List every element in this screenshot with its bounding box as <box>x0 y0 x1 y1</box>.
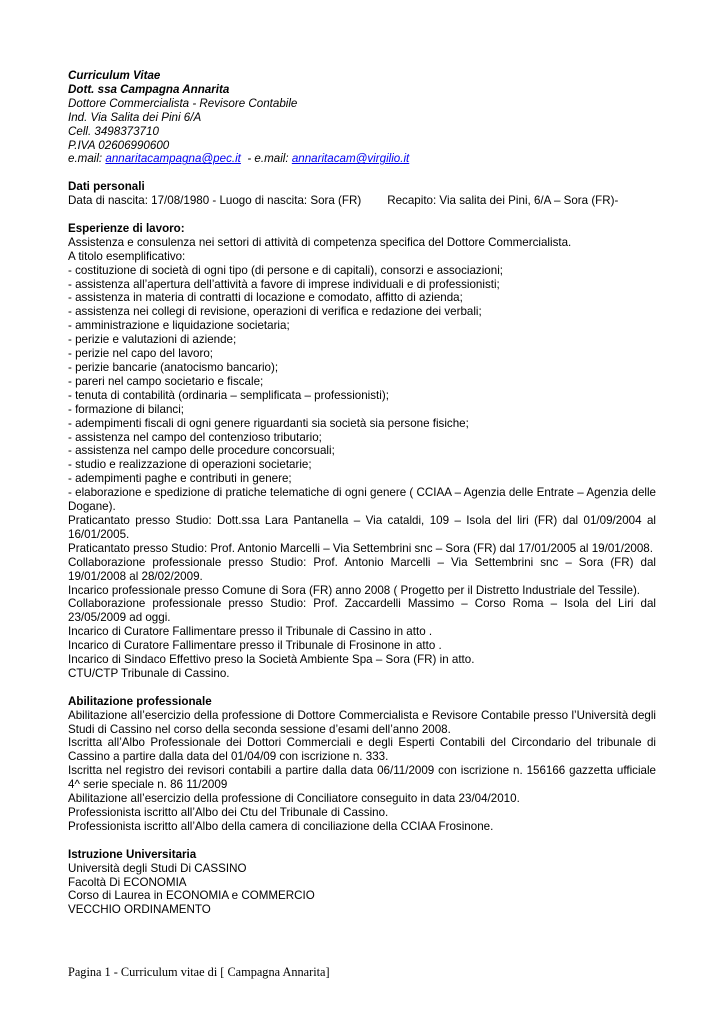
list-item: - assistenza nel campo del contenzioso tributario; <box>68 430 322 444</box>
experience-line: Incarico di Curatore Fallimentare presso il Tribunale di Cassino in atto . <box>68 625 433 639</box>
list-item: - amministrazione e liquidazione societaria; <box>68 319 290 333</box>
experience-line: Incarico di Sindaco Effettivo preso la Società Ambiente Spa – Sora (FR) in atto. <box>68 653 475 667</box>
list-item: - assistenza nei collegi di revisione, operazioni di verifica e redazione dei verbali; <box>68 305 482 319</box>
esperienze-titolo: A titolo esemplificativo: <box>68 249 186 263</box>
esperienze-intro: Assistenza e consulenza nei settori di attività di competenza specifica del Dottore Commercialista. <box>68 235 572 249</box>
cv-email-line <box>68 152 656 166</box>
experience-paragraph: Collaborazione professionale presso Studio: Prof. Zaccardelli Massimo – Corso Roma – Isola del Liri dal 23/05/2009 ad oggi. <box>68 597 656 625</box>
email-separator: - e.mail: <box>240 152 292 166</box>
cv-piva: P.IVA 02606990600 <box>68 138 170 152</box>
list-item: - tenuta di contabilità (ordinaria – semplificata – professionisti); <box>68 388 389 402</box>
recapito-info: Recapito: Via salita dei Pini, 6/A – Sora (FR)- <box>387 194 619 208</box>
list-item: - adempimenti fiscali di ogni genere riguardanti sia società sia persone fisiche; <box>68 416 469 430</box>
cv-profession: Dottore Commercialista - Revisore Contabile <box>68 96 298 110</box>
abilitazione-paragraph: Iscritta nel registro dei revisori contabili a partire dalla data 06/11/2009 con iscrizione n. 156166 gazzetta ufficiale 4^ serie speciale n. 86 11/2009 <box>68 764 656 792</box>
cv-cell: Cell. 3498373710 <box>68 124 159 138</box>
cv-name: Dott. ssa Campagna Annarita <box>68 82 230 96</box>
section-heading: Istruzione Universitaria <box>68 847 197 861</box>
cv-header <box>68 69 656 97</box>
dati-row <box>68 194 656 208</box>
section-abilitazione <box>68 695 656 834</box>
experience-paragraph: Praticantato presso Studio: Dott.ssa Lara Pantanella – Via cataldi, 109 – Isola del liri (FR) dal 01/09/2004 al 16/01/2005. <box>68 513 656 541</box>
section-dati-personali <box>68 180 656 208</box>
document-body <box>68 69 656 917</box>
abilitazione-paragraph: Abilitazione all’esercizio della professione di Dottore Commercialista e Revisore Contabile presso l’Università degli Studi di Cassino nel corso della seconda sessione d’esami dell’anno 2008. <box>68 708 656 736</box>
list-item: - assistenza nel campo delle procedure concorsuali; <box>68 444 335 458</box>
esperienze-list <box>68 264 656 514</box>
list-item: - perizie e valutazioni di aziende; <box>68 333 237 347</box>
section-heading: Abilitazione professionale <box>68 694 212 708</box>
cv-address: Ind. Via Salita dei Pini 6/A <box>68 110 202 124</box>
section-heading: Dati personali <box>68 180 145 194</box>
email-link-virgilio[interactable]: annaritacam@virgilio.it <box>291 152 410 166</box>
list-item: - perizie nel capo del lavoro; <box>68 347 214 361</box>
experience-line: Incarico di Curatore Fallimentare presso il Tribunale di Frosinone in atto . <box>68 639 442 653</box>
birth-info: Data di nascita: 17/08/1980 - Luogo di nascita: Sora (FR) <box>68 194 362 208</box>
list-item: - pareri nel campo societario e fiscale; <box>68 374 264 388</box>
abilitazione-line: Professionista iscritto all’Albo dei Ctu del Tribunale di Cassino. <box>68 805 389 819</box>
section-istruzione <box>68 848 656 918</box>
page-footer: Pagina 1 - Curriculum vitae di [ Campagna Annarita] <box>68 965 330 979</box>
list-item: - costituzione di società di ogni tipo (di persone e di capitali), consorzi e associazioni; <box>68 263 503 277</box>
list-item: - studio e realizzazione di operazioni societarie; <box>68 458 312 472</box>
istruzione-line: VECCHIO ORDINAMENTO <box>68 903 211 917</box>
abilitazione-line: Professionista iscritto all’Albo della camera di conciliazione della CCIAA Frosinone. <box>68 819 494 833</box>
list-item: - perizie bancarie (anatocismo bancario); <box>68 361 279 374</box>
section-esperienze <box>68 222 656 681</box>
cv-contact <box>68 97 656 167</box>
abilitazione-line: Abilitazione all’esercizio della professione di Conciliatore conseguito in data 23/04/2010. <box>68 792 520 806</box>
section-heading: Esperienze di lavoro: <box>68 221 185 235</box>
abilitazione-paragraph: Iscritta all’Albo Professionale dei Dottori Commerciali e degli Esperti Contabili del Circondario del tribunale di Cassino a partire dalla data del 01/04/09 con iscrizione n. 333. <box>68 736 656 764</box>
istruzione-line: Università degli Studi Di CASSINO <box>68 861 247 875</box>
istruzione-line: Corso di Laurea in ECONOMIA e COMMERCIO <box>68 889 315 903</box>
list-item: - assistenza in materia di contratti di locazione e comodato, affitto di azienda; <box>68 291 463 305</box>
cv-title: Curriculum Vitae <box>68 69 161 82</box>
list-item: - adempimenti paghe e contributi in genere; <box>68 472 292 486</box>
list-item: - assistenza all’apertura dell’attività a favore di imprese individuali e di professionisti; <box>68 277 500 291</box>
email-label: e.mail: <box>68 152 106 166</box>
experience-paragraph: Collaborazione professionale presso Studio: Prof. Antonio Marcelli – Via Settembrini snc – Sora (FR) dal 19/01/2008 al 28/02/2009. <box>68 555 656 583</box>
list-item: - formazione di bilanci; <box>68 402 184 416</box>
experience-line: CTU/CTP Tribunale di Cassino. <box>68 666 230 680</box>
email-link-pec[interactable]: annaritacampagna@pec.it <box>105 152 241 166</box>
experience-paragraph: Incarico professionale presso Comune di Sora (FR) anno 2008 ( Progetto per il Distretto Industriale del Tessile). <box>68 583 641 597</box>
istruzione-line: Facoltà Di ECONOMIA <box>68 875 187 889</box>
experience-paragraph: Praticantato presso Studio: Prof. Antonio Marcelli – Via Settembrini snc – Sora (FR) dal 17/01/2005 al 19/01/2008. <box>68 541 653 555</box>
list-item: - elaborazione e spedizione di pratiche telematiche di ogni genere ( CCIAA – Agenzia delle Entrate – Agenzia delle Dogane). <box>68 486 656 514</box>
